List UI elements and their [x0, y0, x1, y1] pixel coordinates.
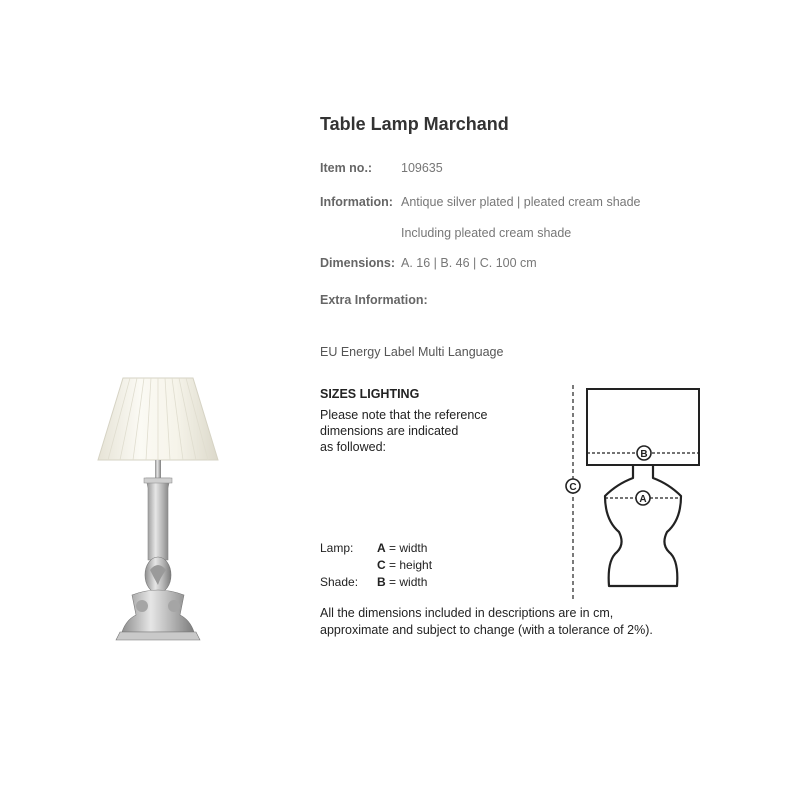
energy-label-link[interactable]: EU Energy Label Multi Language	[320, 345, 504, 359]
legend-a-key: A	[377, 541, 386, 555]
disclaimer-line-2: approximate and subject to change (with a tolerance of 2%).	[320, 623, 653, 637]
lamp-rod	[155, 460, 161, 478]
sizes-note	[320, 407, 530, 455]
legend-c-text: = height	[389, 558, 433, 572]
information-line-2: Including pleated cream shade	[401, 226, 572, 240]
sizes-note-line-2: dimensions are indicated	[320, 424, 459, 438]
lamp-base	[122, 590, 194, 632]
legend-c-key: C	[377, 558, 386, 572]
legend-b-text: = width	[389, 575, 428, 589]
dimension-diagram	[555, 380, 715, 610]
item-no-value: 109635	[401, 161, 443, 175]
dimensions-label: Dimensions:	[320, 256, 396, 270]
extra-information-label: Extra Information:	[320, 293, 428, 307]
information-line-1: Antique silver plated | pleated cream shade	[401, 195, 641, 209]
dimensions-disclaimer	[320, 605, 680, 639]
lamp-column	[146, 478, 170, 560]
legend-a	[377, 541, 427, 555]
sizes-lighting-heading: SIZES LIGHTING	[320, 387, 420, 401]
legend-b	[377, 575, 427, 589]
legend-a-text: = width	[389, 541, 428, 555]
legend-shade-label: Shade:	[320, 575, 359, 589]
legend-b-key: B	[377, 575, 386, 589]
sizes-note-line-3: as followed:	[320, 440, 387, 454]
legend-lamp-label: Lamp:	[320, 541, 354, 555]
disclaimer-line-1: All the dimensions included in descriptions are in cm,	[320, 606, 614, 620]
information-label: Information:	[320, 195, 393, 209]
marker-a-label: A	[639, 494, 647, 505]
diagram-lamp-body	[605, 466, 681, 586]
marker-b	[637, 446, 651, 460]
dimensions-value: A. 16 | B. 46 | C. 100 cm	[401, 256, 537, 270]
marker-a	[636, 491, 650, 505]
product-title: Table Lamp Marchand	[320, 114, 509, 134]
sizes-note-line-1: Please note that the reference	[320, 408, 488, 422]
marker-b-label: B	[640, 449, 648, 460]
lamp-product-image	[90, 370, 240, 650]
marker-c-label: C	[569, 482, 577, 493]
item-no-label: Item no.:	[320, 161, 373, 175]
legend-c	[377, 558, 432, 572]
marker-c	[566, 479, 580, 493]
